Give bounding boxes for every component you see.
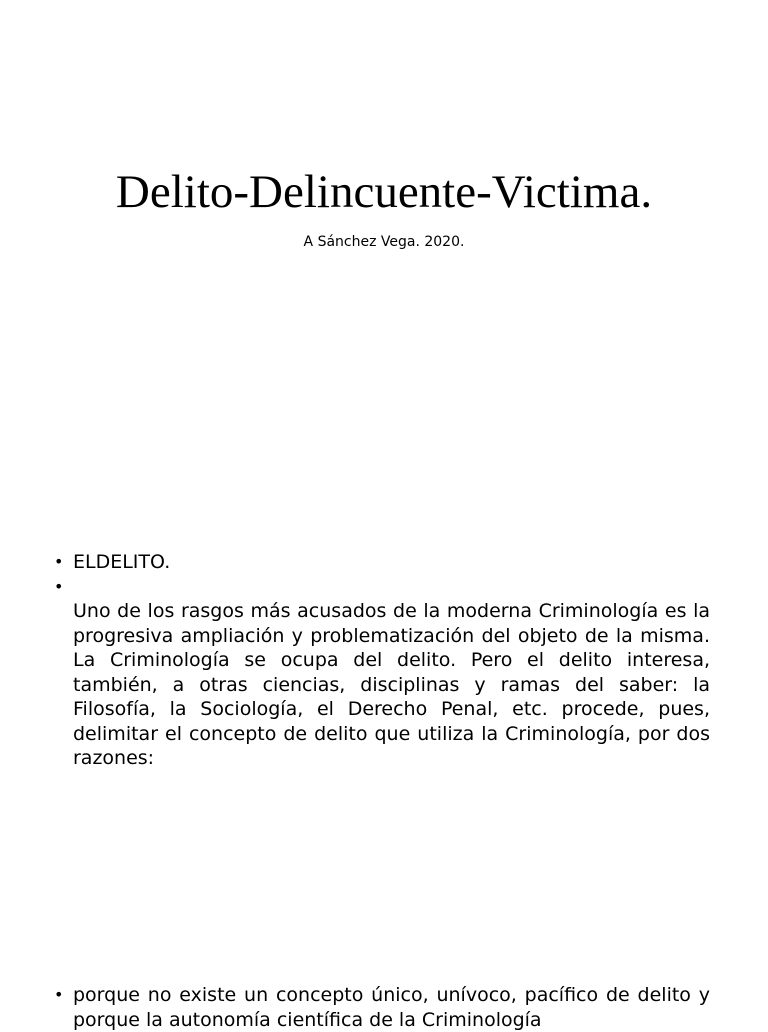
bullet-list-second <box>54 983 710 1032</box>
bullet-icon: • <box>54 552 64 571</box>
slide-title: Delito-Delincuente-Victima. <box>115 166 653 218</box>
bullet-item-empty <box>54 575 710 600</box>
bullet-item-heading <box>54 550 710 575</box>
bullet-text: porque no existe un concepto único, unívoco, pacífico de delito y porque la autonomía científica de la Criminología <box>73 984 710 1031</box>
bullet-item-reason <box>54 983 710 1032</box>
bullet-text <box>73 576 79 598</box>
slide-subtitle: A Sánchez Vega. 2020. <box>303 234 465 250</box>
bullet-text: ELDELITO. <box>73 551 171 573</box>
paragraph-row <box>54 599 710 771</box>
body-paragraph: Uno de los rasgos más acusados de la moderna Criminología es la progresiva ampliación y problematización del objeto de la misma. La Criminología se ocupa del delito. Pero el delito interesa, también, a otras ciencias, disciplinas y ramas del saber: la Filosofía, la Sociología, el Derecho Penal, etc. procede, pues, delimitar el concepto de delito que utiliza la Criminología, por dos razones: <box>73 600 710 769</box>
bullet-list <box>54 550 710 771</box>
bullet-icon: • <box>54 576 64 596</box>
bullet-icon: • <box>54 985 64 1004</box>
